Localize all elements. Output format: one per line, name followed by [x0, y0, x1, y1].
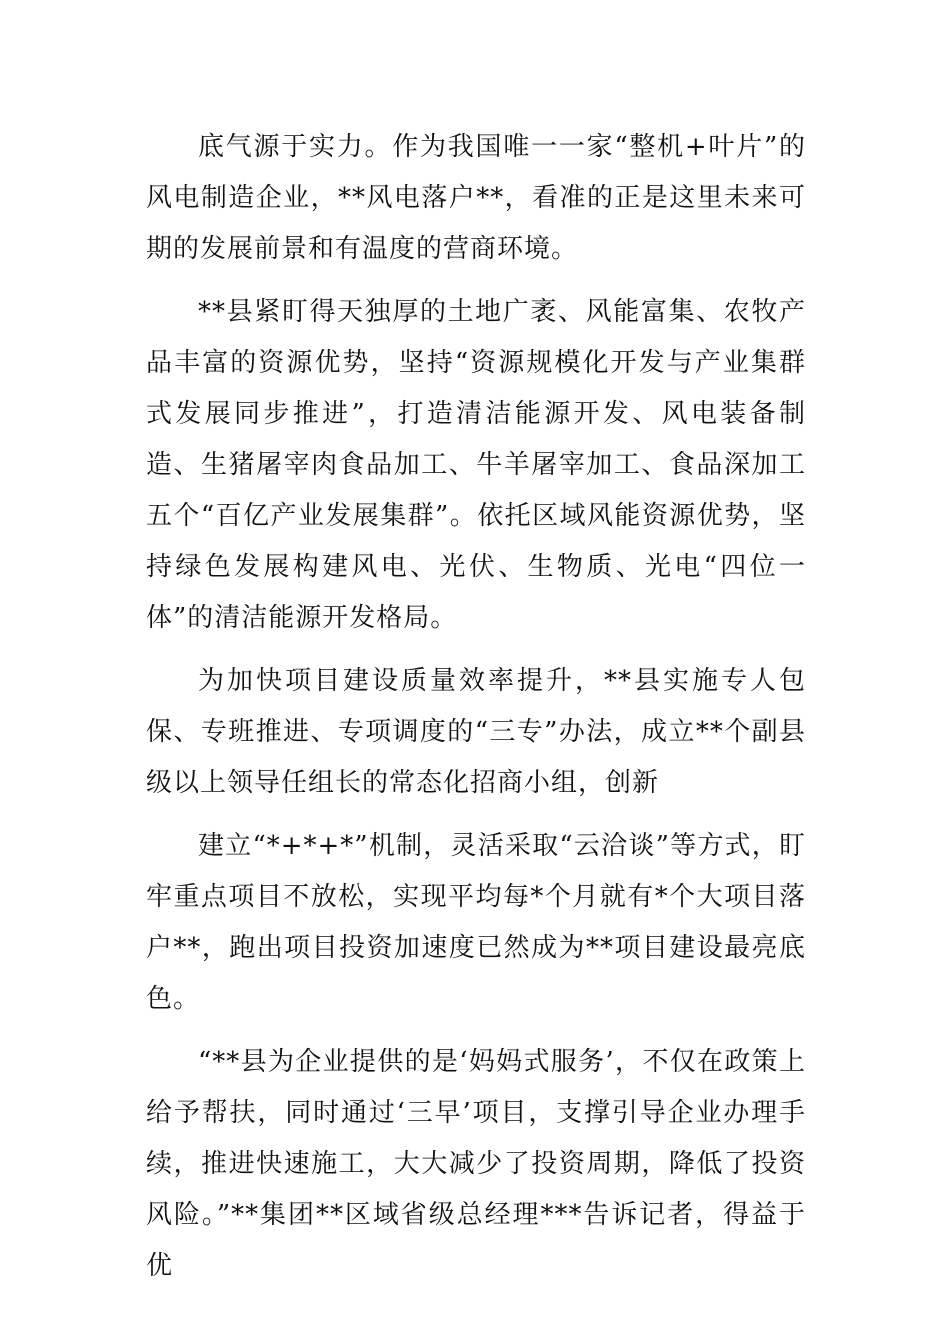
paragraph-3: 为加快项目建设质量效率提升，**县实施专人包保、专班推进、专项调度的“三专”办法，成立**个副县级以上领导任组长的常态化招商小组，创新: [146, 666, 806, 798]
paragraph-2: **县紧盯得天独厚的土地广袤、风能富集、农牧产品丰富的资源优势，坚持“资源规模化开发与产业集群式发展同步推进”，打造清洁能源开发、风电装备制造、生猪屠宰肉食品加工、牛羊屠宰加工、食品深加工五个“百亿产业发展集群”。依托区域风能资源优势，坚持绿色发展构建风电、光伏、生物质、光电“四位一体”的清洁能源开发格局。: [146, 297, 806, 633]
paragraph-1: 底气源于实力。作为我国唯一一家“整机+叶片”的风电制造企业，**风电落户**，看准的正是这里未来可期的发展前景和有温度的营商环境。: [146, 132, 806, 264]
paragraph-4: 建立“*+*+*”机制，灵活采取“云洽谈”等方式，盯牢重点项目不放松，实现平均每*个月就有*个大项目落户**，跑出项目投资加速度已然成为**项目建设最亮底色。: [146, 831, 806, 1014]
paragraph-5: “**县为企业提供的是‘妈妈式服务’，不仅在政策上给予帮扶，同时通过‘三早’项目，支撑引导企业办理手续，推进快速施工，大大减少了投资周期，降低了投资风险。”**集团**区域省级总经理***告诉记者，得益于优: [146, 1047, 806, 1281]
document-body: [146, 122, 806, 1292]
